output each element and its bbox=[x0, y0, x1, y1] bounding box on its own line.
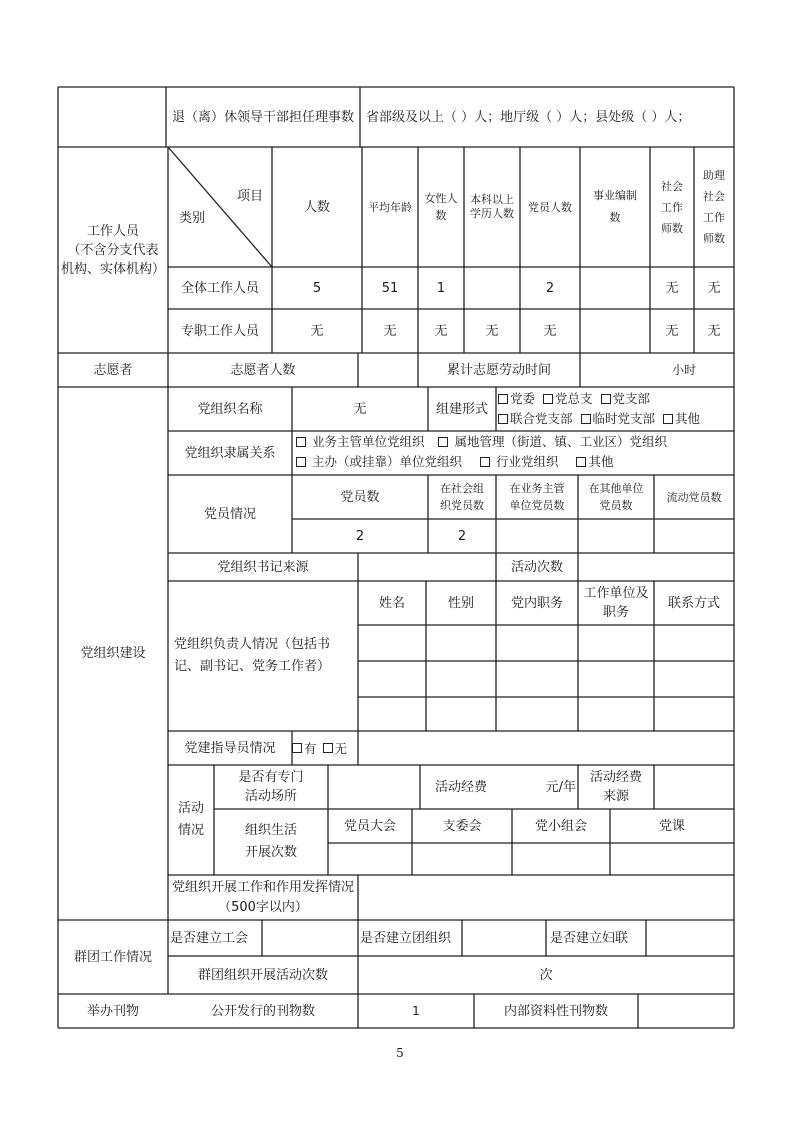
staff-label-line1: 工作人员 bbox=[86, 223, 139, 239]
leader-header-contact: 联系方式 bbox=[667, 595, 720, 611]
header-bachelor-l1: 本科以上 bbox=[470, 193, 514, 206]
party-affiliation-line2 bbox=[296, 452, 613, 472]
header-assist-l1: 助理 bbox=[703, 169, 725, 182]
staff-row-all-career bbox=[580, 267, 650, 309]
members-value-count[interactable]: 2 bbox=[355, 528, 365, 544]
activity-label-l2: 情况 bbox=[177, 823, 204, 838]
header-social-worker bbox=[650, 147, 694, 267]
staff-row-fulltime-avg-age: 无 bbox=[383, 323, 397, 339]
party-form-options-line1 bbox=[498, 389, 650, 409]
members-header-social-l2: 织党员数 bbox=[440, 499, 484, 512]
header-career-l1: 事业编制 bbox=[593, 189, 637, 202]
header-female-l2: 数 bbox=[435, 209, 447, 222]
mass-section-label: 群团工作情况 bbox=[73, 949, 152, 965]
funds-source-l2: 来源 bbox=[602, 789, 629, 804]
leader-header-name: 姓名 bbox=[378, 595, 405, 611]
checkbox-guide-yes[interactable] bbox=[292, 743, 302, 753]
option-territorial-org: 属地管理（街道、镇、工业区）党组织 bbox=[454, 434, 667, 449]
members-header-other-l1: 在其他单位 bbox=[588, 482, 644, 495]
activity-label bbox=[168, 765, 214, 875]
header-social-l1: 社会 bbox=[661, 179, 683, 193]
checkbox-guide-no[interactable] bbox=[323, 743, 333, 753]
checkbox-general-branch[interactable] bbox=[543, 394, 553, 404]
members-value-other[interactable] bbox=[578, 519, 654, 553]
meetings-label-l2: 开展次数 bbox=[244, 845, 297, 860]
checkbox-branch[interactable] bbox=[601, 394, 611, 404]
members-header-supervisor-l2: 单位党员数 bbox=[509, 499, 565, 512]
page-number: 5 bbox=[396, 1046, 404, 1060]
header-assist-l4: 师数 bbox=[703, 232, 725, 245]
funds-source-l1: 活动经费 bbox=[589, 770, 642, 785]
header-assistant-social-worker bbox=[694, 147, 734, 267]
party-form-options bbox=[496, 389, 734, 429]
header-career-l2: 数 bbox=[609, 211, 621, 224]
header-female bbox=[418, 147, 464, 267]
retired-officials-detail: 省部级及以上（ ）人；地厅级（ ）人；县处级（ ）人； bbox=[366, 109, 691, 125]
party-affiliation-line1 bbox=[296, 432, 667, 452]
volunteer-count-label: 志愿者人数 bbox=[230, 362, 296, 378]
meetings-label bbox=[214, 809, 328, 875]
party-form-label: 组建形式 bbox=[435, 401, 488, 417]
staff-row-all-party: 2 bbox=[545, 280, 555, 296]
public-publications-label: 公开发行的刊物数 bbox=[210, 1003, 315, 1019]
party-form-options-line2 bbox=[498, 409, 700, 429]
public-publications-value[interactable]: 1 bbox=[412, 1003, 420, 1018]
funds-unit: 元/年 bbox=[545, 779, 576, 795]
mass-activities-unit: 次 bbox=[539, 967, 553, 983]
header-bachelor bbox=[464, 147, 520, 267]
venue-label-l2: 活动场所 bbox=[244, 789, 297, 804]
header-social-l2: 工作 bbox=[661, 200, 683, 214]
activity-label-l1: 活动 bbox=[177, 801, 204, 816]
option-general-branch: 党总支 bbox=[555, 391, 593, 406]
party-members-label: 党员情况 bbox=[203, 506, 256, 522]
volunteer-count-value[interactable] bbox=[358, 353, 418, 387]
mass-activities-label: 群团组织开展活动次数 bbox=[197, 967, 328, 983]
meeting-type-lecture: 党课 bbox=[658, 818, 685, 834]
volunteer-hours-unit: 小时 bbox=[671, 362, 696, 377]
checkbox-temporary-branch[interactable] bbox=[581, 414, 591, 424]
volunteer-section-label: 志愿者 bbox=[93, 362, 133, 378]
staff-row-fulltime-social: 无 bbox=[665, 323, 679, 339]
leader-header-gender: 性别 bbox=[447, 595, 474, 611]
option-party-committee: 党委 bbox=[510, 391, 536, 406]
header-bachelor-l2: 学历人数 bbox=[470, 207, 514, 220]
leader-header-workplace-l2: 职务 bbox=[602, 605, 629, 620]
checkbox-industry-org[interactable] bbox=[480, 457, 490, 467]
retired-officials-label: 退（离）休领导干部担任理事数 bbox=[171, 109, 354, 125]
staff-section-label bbox=[58, 147, 168, 353]
staff-row-all-assist: 无 bbox=[707, 280, 721, 296]
option-joint-branch: 联合党支部 bbox=[510, 411, 573, 426]
staff-row-all-avg-age: 51 bbox=[381, 280, 399, 296]
option-host-unit-org: 主办（或挂靠）单位党组织 bbox=[311, 454, 462, 469]
header-count: 人数 bbox=[303, 199, 330, 215]
meeting-type-congress: 党员大会 bbox=[343, 818, 396, 834]
members-header-count: 党员数 bbox=[340, 489, 380, 505]
staff-row-fulltime-female: 无 bbox=[434, 323, 448, 339]
staff-row-all-bachelor bbox=[464, 267, 520, 309]
party-section-label: 党组织建设 bbox=[80, 646, 146, 661]
union-label: 是否建立工会 bbox=[170, 930, 249, 946]
venue-label-l1: 是否有专门 bbox=[238, 770, 304, 785]
diagonal-header-category: 类别 bbox=[178, 210, 205, 226]
party-org-name-value[interactable]: 无 bbox=[353, 401, 367, 417]
header-career bbox=[580, 147, 650, 267]
members-header-social-l1: 在社会组 bbox=[440, 482, 484, 495]
funds-label: 活动经费 bbox=[434, 779, 487, 795]
members-value-social[interactable]: 2 bbox=[457, 528, 467, 544]
party-affiliation-options bbox=[292, 432, 734, 474]
members-header-floating: 流动党员数 bbox=[666, 490, 722, 504]
members-value-floating[interactable] bbox=[654, 519, 734, 553]
staff-label-line3: 机构、实体机构） bbox=[60, 261, 165, 277]
members-header-other-l2: 党员数 bbox=[599, 499, 633, 512]
members-value-supervisor[interactable] bbox=[496, 519, 578, 553]
internal-publications-value[interactable] bbox=[638, 994, 734, 1028]
header-social-l3: 师数 bbox=[661, 221, 683, 235]
meetings-label-l1: 组织生活 bbox=[244, 823, 297, 838]
staff-row-fulltime-assist: 无 bbox=[707, 323, 721, 339]
members-header-other bbox=[578, 475, 654, 519]
venue-label bbox=[214, 765, 328, 809]
option-temporary-branch: 临时党支部 bbox=[592, 411, 656, 426]
members-header-social bbox=[428, 475, 496, 519]
meeting-type-group: 党小组会 bbox=[534, 818, 587, 834]
checkbox-party-committee[interactable] bbox=[498, 394, 508, 404]
volunteer-hours-label: 累计志愿劳动时间 bbox=[446, 362, 551, 378]
members-header-supervisor-l1: 在业务主管 bbox=[509, 482, 565, 495]
party-org-name-label: 党组织名称 bbox=[197, 401, 263, 417]
guide-options bbox=[292, 731, 358, 765]
staff-row-fulltime-count: 无 bbox=[310, 323, 324, 339]
header-assist-l3: 工作 bbox=[703, 211, 725, 224]
checkbox-supervisor-org[interactable] bbox=[296, 437, 306, 447]
checkbox-territorial-org[interactable] bbox=[438, 437, 448, 447]
diagonal-header-item: 项目 bbox=[236, 188, 263, 204]
staff-row-all-social: 无 bbox=[665, 280, 679, 296]
option-supervisor-org: 业务主管单位党组织 bbox=[311, 434, 425, 449]
header-female-l1: 女性人 bbox=[424, 192, 458, 205]
women-federation-label: 是否建立妇联 bbox=[550, 930, 629, 946]
option-form-other: 其他 bbox=[675, 411, 701, 426]
staff-row-fulltime-label: 专职工作人员 bbox=[180, 323, 259, 339]
activity-count-label: 活动次数 bbox=[510, 559, 563, 575]
staff-row-all-count: 5 bbox=[312, 280, 322, 296]
table-border-line bbox=[168, 147, 272, 267]
publication-section-label: 举办刊物 bbox=[86, 1003, 139, 1019]
funds-source-label bbox=[578, 765, 654, 809]
checkbox-affiliation-other[interactable] bbox=[576, 457, 586, 467]
staff-row-all-label: 全体工作人员 bbox=[180, 280, 259, 296]
leader-info-label: 党组织负责人情况（包括书记、副书记、党务工作者） bbox=[174, 637, 331, 674]
members-header-supervisor bbox=[496, 475, 578, 519]
header-assist-l2: 社会 bbox=[703, 190, 725, 203]
guide-label: 党建指导员情况 bbox=[184, 740, 276, 756]
staff-row-fulltime-party: 无 bbox=[543, 323, 557, 339]
internal-publications-label: 内部资料性刊物数 bbox=[503, 1003, 608, 1019]
staff-label-line2: （不含分支代表 bbox=[67, 242, 159, 258]
party-work-label: 党组织开展工作和作用发挥情况（500字以内） bbox=[172, 879, 355, 915]
option-industry-org: 行业党组织 bbox=[495, 454, 559, 469]
option-branch: 党支部 bbox=[612, 391, 651, 406]
header-avg-age: 平均年龄 bbox=[368, 200, 412, 214]
staff-row-fulltime-career bbox=[580, 309, 650, 353]
leader-header-workplace bbox=[578, 581, 654, 625]
party-affiliation-label: 党组织隶属关系 bbox=[184, 445, 276, 461]
checkbox-form-other[interactable] bbox=[663, 414, 673, 424]
option-affiliation-other: 其他 bbox=[588, 454, 614, 469]
staff-row-all-female: 1 bbox=[436, 280, 446, 296]
youth-org-label: 是否建立团组织 bbox=[360, 930, 452, 946]
checkbox-joint-branch[interactable] bbox=[498, 414, 508, 424]
option-guide-yes: 有 bbox=[304, 740, 317, 756]
secretary-source-label: 党组织书记来源 bbox=[217, 559, 309, 575]
leader-header-workplace-l1: 工作单位及 bbox=[583, 586, 649, 601]
leader-header-position: 党内职务 bbox=[510, 595, 563, 611]
header-party-members: 党员人数 bbox=[528, 200, 572, 214]
meeting-type-committee: 支委会 bbox=[442, 818, 482, 834]
option-guide-no: 无 bbox=[334, 740, 348, 756]
staff-row-fulltime-bachelor: 无 bbox=[485, 323, 499, 339]
checkbox-host-unit-org[interactable] bbox=[296, 457, 306, 467]
